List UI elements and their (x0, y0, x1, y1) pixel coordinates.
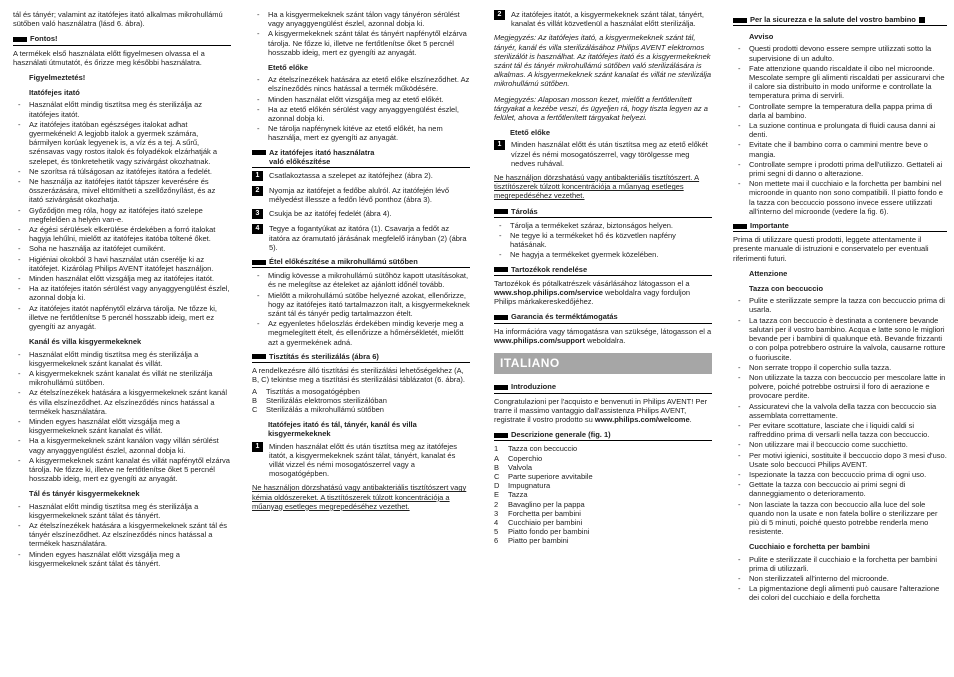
tazza-list (733, 296, 947, 536)
list-item: - Ne tárolja napfénynek kitéve az etető előkét, ha nem használja, mert ez gyengíti az anyagát. (252, 124, 470, 142)
list-item: - Ne használja az itatófejes itatót tápszer keverésére és összerázására, mivel eltömítheti a szellőzőnyílást, és az itató szivárgását okozhatja. (13, 177, 231, 205)
desc-list (494, 444, 712, 545)
section-header-garancia: Garancia és terméktámogatás (494, 312, 712, 323)
list-item-key: 4 (494, 517, 499, 527)
list-item-text: Forchetta per bambini (508, 508, 581, 518)
list-item: - Használat előtt mindig tisztítsa meg és sterilizálja az itatófejes itatót. (13, 100, 231, 118)
list-item: - Evitate che il bambino corra o cammini mentre beve o mangia. (733, 140, 947, 158)
step-number: 3 (252, 209, 263, 219)
eteto-step-1: 1 Minden használat előtt és után tisztítsa meg az etető előkét vízzel és némi mosogatószerrel, vagy törölgesse meg nedves ruhával. (494, 140, 712, 168)
intro-text: Congratulazioni per l'acquisto e benvenuti in Philips AVENT! Per trarre il massimo vantaggio dall'assistenza Philips AVENT, registrate il vostro prodotto su www.philips.com/welcome. (494, 396, 708, 424)
list-item: - Non mettete mai il cucchiaio e la forchetta per bambini nel microonde in quanto non sono compatibili. Il piatto fondo e la tazza con beccuccio possono invece essere utilizzati all'interno del microonde (vedere la fig. 6). (733, 179, 947, 216)
steril-options (252, 387, 470, 415)
intro-paragraph: tál és tányér; valamint az itatófejes itató alkalmas mikrohullámú sütőben való használatra (lásd 6. ábra). (13, 10, 223, 29)
header-marker (494, 267, 508, 272)
list-item: - A kisgyermekeknek szánt kanalat és villát napfénytől elzárva tárolja. Ne főzze ki, illetve ne fertőtlenítse őket 5 percnél hosszabb ideig, mert ez gyengíti az anyagát. (13, 456, 231, 484)
list-item: - Ne tegye ki a termékeket hő és közvetlen napfény hatásának. (494, 231, 712, 249)
step-text: Nyomja az itatófejet a fedőbe alulról. Az itatófején lévő mélyedést illessze a fedőn lévő ponthoz (ábra 3). (269, 186, 450, 205)
list-item: - Az egyenletes hőeloszlás érdekében mindig keverje meg a megmelegített ételt, és ellenőrizze a hőmérsékletét, mielőtt azt a gyermekének adná. (252, 319, 470, 347)
clean-step-1: 1 Minden használat előtt és után tisztítsa meg az itatófejes itatót, a kisgyermekeknek szánt tálat, tányért, kanalat és villát vizzel és némi mosogatószerrel vagy a mosogatógépben. (252, 442, 470, 479)
section-header-micro: Étel előkészítése a mikrohullámú sütőben (252, 257, 470, 268)
list-item-text: Bavaglino per la pappa (508, 499, 585, 509)
eteto-warning: Ne használjon dörzshatású vagy antibakteriális tisztítószert. A tisztítószerek túlzott koncentrációja a műanyag esetleges megrepedéséhez vezethet. (494, 173, 700, 201)
list-item: - Higiéniai okokból 3 havi használat után cserélje ki az itatófejet. Kizárólag Philips AVENT itatófejet használjon. (13, 255, 231, 273)
header-marker (733, 18, 747, 23)
tal-list-continued (252, 10, 470, 57)
list-item (494, 454, 712, 463)
support-link[interactable]: www.philips.com/support (494, 335, 585, 345)
note-2: Megjegyzés: Alaposan mosson kezet, mielőtt a fertőtlenített tárgyakat a kezébe veszi, és ügyeljen rá, hogy tiszta legyen az a felület, ahova a fertőtlenített tárgyakat helyezi. (494, 94, 708, 123)
list-item: - Ha a kisgyermekeknek szánt kanálon vagy villán sérülést vagy anyaggyengülést észlel, azonnal dobja ki. (13, 436, 231, 454)
list-item: - Az itatófejes itatóban egészséges italokat adhat gyermekének! A legjobb italok a gyermek számára, bármilyen korúak legyenek is, a víz és a tej. A sűrű, szénsavas vagy rostos italok és folyadékok elzárhatják a szelepet, és tönkretehetik vagy szivárgást okozhatnak. (13, 120, 231, 166)
section-header-importante: Importante (733, 221, 947, 232)
list-item: - Ha az etető előkén sérülést vagy anyaggyengülést észlel, azonnal dobja ki. (252, 105, 470, 123)
step-number: 4 (252, 224, 263, 234)
list-item (252, 396, 470, 405)
itato-list (13, 100, 231, 331)
list-item: - Fate attenzione quando riscaldate il cibo nel microonde. Mescolate sempre gli alimenti riscaldati per assicurarvi che il calore sia distribuito in modo uniforme e controllate la temperatura prima di servirli. (733, 64, 947, 101)
column-4 (733, 10, 947, 607)
prep-step (252, 209, 470, 219)
list-item-key: B (494, 462, 500, 472)
list-item: - Ispezionate la tazza con beccuccio prima di ogni uso. (733, 470, 947, 479)
list-item: - Non sterilizzateli all'interno del microonde. (733, 574, 947, 583)
list-item: - Controllate sempre la temperatura della pappa prima di darla al bambino. (733, 102, 947, 120)
list-item (494, 518, 712, 527)
list-item: - La suzione continua e prolungata di fluidi causa danni ai denti. (733, 121, 947, 139)
header-end-marker (919, 17, 925, 23)
subheader-itato: Itatófejes itató (29, 88, 80, 98)
section-header-sicurezza: Per la sicurezza e la salute del vostro bambino (733, 15, 947, 26)
header-marker (252, 150, 266, 155)
list-item (494, 444, 712, 453)
section-header-intro: Introduzione (494, 382, 712, 393)
subheader-figyelmeztetes: Figyelmeztetés! (29, 73, 86, 83)
note-1: Megjegyzés: Az itatófejes itató, a kisgyermekeknek szánt tál, tányér, kanál és villa sterilizálásához Philips AVENT elektromos sterilizálót is használhat. Az itatófejes itató és a kisgyermekeknek szánt tál és tányér mikrohullámú sütőben való sterilizálására is alkalmas. A kisgyermekeknek szánt kanalat és villát ne sterilizálja mikrohullámú sütőben. (494, 33, 712, 89)
list-item-text: Coperchio (508, 453, 543, 463)
list-item: - La tazza con beccuccio è destinata a contenere bevande salutari per il vostro bambino. Acqua e latte sono le migliori bevande per i bambini di qualunque età. Bevande frizzanti o con polpa potrebbero ostruire la valvola, causarne rotture o fuoriuscite. (733, 316, 947, 362)
fontos-text: A termékek első használata előtt figyelmesen olvassa el a használati útmutatót, és őrizze meg későbbi használatra. (13, 48, 205, 67)
list-item: - Ne szorítsa rá túlságosan az itatófejes itatóra a fedelét. (13, 167, 231, 176)
list-item: - Per evitare scottature, lasciate che i liquidi caldi si raffreddino prima di versarli nella tazza con beccuccio. (733, 421, 947, 439)
language-banner: ITALIANO (494, 353, 712, 374)
welcome-link[interactable]: www.philips.com/welcome (594, 414, 690, 424)
list-item: - Non serrate troppo il coperchio sulla tazza. (733, 363, 947, 372)
list-item: - A kisgyermekeknek szánt tálat és tányért napfénytől elzárva tárolja. Ne főzze ki, illetve ne fertőtlenítse őket 5 percnél hosszabb ideig, mert ez gyengíti az anyagát. (252, 29, 470, 57)
list-item-key: D (494, 481, 500, 491)
list-item: - Mielőtt a mikrohullámú sütőbe helyezné azokat, ellenőrizze, hogy az itatófejes itató tartalmazzon italt, a kisgyermekeknek szánt tál és tányér pedig tartalmazzon ételt. (252, 291, 470, 319)
list-item: - Használat előtt mindig tisztítsa meg és sterilizálja a kisgyermekeknek szánt kanalat és villát. (13, 350, 231, 368)
list-item (494, 500, 712, 509)
list-item (494, 536, 712, 545)
header-marker (733, 224, 747, 229)
list-item: - Az ételszínezékek hatására a kisgyermekeknek szánt tál és tányér elszíneződhet. Az elszíneződés nincs hatással a termékek használatára. (13, 521, 231, 549)
column-1 (13, 10, 231, 572)
list-item: - Non utilizzate la tazza con beccuccio per mescolare latte in polvere, poiché potrebbe ostruirsi il foro di aerazione e provocare perdite. (733, 373, 947, 401)
list-item: - Tárolja a termékeket száraz, biztonságos helyen. (494, 221, 712, 230)
step-number: 1 (252, 171, 263, 181)
subheader-cucchiaio: Cucchiaio e forchetta per bambini (749, 542, 870, 552)
tartozek-text: Tartozékok és pótalkatrészek vásárlásához látogasson el a www.shop.philips.com/service weboldalra vagy forduljon Philips márkakereskedőjéhez. (494, 278, 691, 307)
column-3 (494, 10, 712, 550)
list-item: - Gettate la tazza con beccuccio ai primi segni di danneggiamento o deterioramento. (733, 480, 947, 498)
list-item-key: 1 (494, 444, 499, 454)
list-item-text: Piatto per bambini (508, 536, 569, 546)
steril-text: A rendelkezésre álló tisztítási és sterilizálási lehetőségekhez (A, B, C) tekintse meg a tisztítási és sterilizálási táblázatot (6. ábra). (252, 366, 465, 385)
list-item: - Controllate sempre i prodotti prima dell'utilizzo. Gettateli ai primi segni di danno o alterazione. (733, 160, 947, 178)
list-item: - Használat előtt mindig tisztítsa meg és sterilizálja a kisgyermekeknek szánt tálat és tányért. (13, 502, 231, 520)
list-item: - Az ételszínezékek hatására az etető előke elszíneződhet. Az elszíneződés nincs hatással a termék működésére. (252, 75, 470, 93)
list-item: - Per motivi igienici, sostituite il beccuccio dopo 3 mesi d'uso. Usate solo beccucci Philips AVENT. (733, 451, 947, 469)
cucchiaio-list (733, 555, 947, 603)
tal-list (13, 502, 231, 568)
list-item-text: Tisztítás a mosogatógépben (266, 386, 360, 396)
header-marker (494, 209, 508, 214)
subheader-kanal: Kanál és villa kisgyermekeknek (29, 337, 142, 347)
list-item-text: Tazza (508, 490, 528, 500)
section-header-steril: Tisztítás és sterilizálás (ábra 6) (252, 352, 470, 363)
step-number: 2 (252, 186, 263, 196)
list-item: - Pulite e sterilizzate sempre la tazza con beccuccio prima di usarla. (733, 296, 947, 314)
list-item-key: 5 (494, 527, 499, 537)
list-item-key: 3 (494, 508, 499, 518)
list-item-key: 6 (494, 536, 499, 546)
list-item (494, 490, 712, 499)
list-item (494, 527, 712, 536)
kanal-list (13, 350, 231, 484)
importante-text: Prima di utilizzare questi prodotti, leggete attentamente il presente manuale di istruzioni e conservatelo per eventuali riferimenti futuri. (733, 235, 929, 263)
clean-step-2: 2 Az itatófejes itatót, a kisgyermekeknek szánt tálat, tányért, kanalat és villát közvetlenül a használat előtt sterilizálja. (494, 10, 712, 28)
section-header-prep: Az itatófejes itató használatra való előkészítése (252, 148, 470, 168)
subheader-clean: Itatófejes itató és tál, tányér, kanál és villa kisgyermekeknek (268, 420, 417, 439)
list-item: - Non utilizzare mai il beccuccio come succhietto. (733, 440, 947, 449)
header-marker (494, 315, 508, 320)
list-item-key: C (252, 404, 258, 414)
subheader-tazza: Tazza con beccuccio (749, 284, 824, 294)
list-item: - Soha ne használja az itatófejet cumiként. (13, 244, 231, 253)
subheader-tal: Tál és tányér kisgyermekeknek (29, 489, 140, 499)
list-item: - Ne hagyja a termékeket gyermek közelében. (494, 250, 712, 259)
list-item: - Assicuratevi che la valvola della tazza con beccuccio sia assemblata correttamente. (733, 402, 947, 420)
list-item: - Minden egyes használat előtt vizsgálja meg a kisgyermekeknek szánt kanalat és villát. (13, 417, 231, 435)
subheader-avviso: Avviso (749, 32, 774, 42)
header-marker (13, 37, 27, 42)
header-marker (494, 385, 508, 390)
section-header-fontos: Fontos! (13, 34, 231, 45)
prep-steps (252, 171, 470, 252)
subheader-eteto: Etető előke (268, 63, 309, 73)
list-item: - Ha a kisgyermekeknek szánt tálon vagy tányéron sérülést vagy anyaggyengülést észlel, azonnal dobja ki. (252, 10, 470, 28)
micro-list (252, 271, 470, 347)
list-item (494, 509, 712, 518)
list-item-key: A (494, 453, 500, 463)
list-item: - Az ételszínezékek hatására a kisgyermekeknek szánt kanál és villa elszíneződhet. Az elszíneződés nincs hatással a termékek használatára. (13, 388, 231, 416)
list-item-key: A (252, 386, 258, 396)
section-header-desc: Descrizione generale (fig. 1) (494, 430, 712, 441)
step-text: Csatlakoztassa a szelepet az itatófejhez (ábra 2). (269, 171, 433, 181)
list-item-text: Piatto fondo per bambini (508, 527, 590, 537)
list-item: - A kisgyermekeknek szánt kanalat és villát ne sterilizálja mikrohullámú sütőben. (13, 369, 231, 387)
header-marker (494, 433, 508, 438)
shop-link[interactable]: www.shop.philips.com/service (494, 288, 603, 298)
list-item: - Questi prodotti devono essere sempre utilizzati sotto la supervisione di un adulto. (733, 44, 947, 62)
list-item-key: B (252, 395, 258, 405)
clean-warning: Ne használjon dörzshatású vagy antibakteriális tisztítószert vagy kémia oldószereket. A tisztítószerek túlzott koncentrációja a műanyag esetleges megrepedéséhez vezethet. (252, 483, 467, 511)
list-item: - Győződjön meg róla, hogy az itatófejes itató szelepe megfelelően a helyén van-e. (13, 206, 231, 224)
list-item: - Pulite e sterilizzate il cucchiaio e la forchetta per bambini prima di utilizzarli. (733, 555, 947, 573)
list-item-text: Valvola (508, 462, 533, 472)
list-item: - Minden használat előtt vizsgálja meg az etető előkét. (252, 95, 470, 104)
list-item-key: E (494, 490, 500, 500)
list-item (494, 463, 712, 472)
list-item: - Az égési sérülések elkerülése érdekében a forró italokat hagyja lehűlni, mielőtt az itatófejes itatóba töltené őket. (13, 225, 231, 243)
step-text: Tegye a fogantyúkat az itatóra (1). Csavarja a fedőt az itatóra az óramutató járásának megfelelő irányban (2) (ábra 5). (269, 224, 467, 252)
list-item (494, 472, 712, 481)
list-item (252, 387, 470, 396)
subheader-eteto-clean: Etető előke (510, 128, 551, 138)
step-text: Csukja be az itatófej fedelét (ábra 4). (269, 209, 392, 219)
list-item-key: C (494, 471, 500, 481)
list-item-text: Impugnatura (508, 481, 551, 491)
garancia-text: Ha információra vagy támogatásra van szüksége, látogasson el a www.philips.com/support weboldalra. (494, 326, 712, 345)
list-item: - Az itatófejes itatót napfénytől elzárva tárolja. Ne tőzze ki, illetve ne fertőtlenítse 5 percnél hosszabb ideig, mert ez gyengíti az anyagát. (13, 304, 231, 332)
list-item (494, 481, 712, 490)
avviso-list (733, 44, 947, 216)
subheader-attenzione: Attenzione (749, 268, 788, 278)
list-item-text: Cucchiaio per bambini (508, 517, 583, 527)
section-header-tartozek: Tartozékok rendelése (494, 265, 712, 276)
header-marker (252, 260, 266, 265)
list-item (252, 405, 470, 414)
header-marker (252, 354, 266, 359)
column-2 (252, 10, 470, 517)
list-item: - Non lasciate la tazza con beccuccio alla luce del sole quando non la usate e non fatela bollire o sterilizzare per più di 5 minuti, poiché questo potrebbe renderla meno resistente. (733, 500, 947, 537)
list-item-key: 2 (494, 499, 499, 509)
list-item: - Mindig kövesse a mikrohullámú sütőhöz kapott utasításokat, és ne melegítse az ételeket az ajánlott időnél tovább. (252, 271, 470, 289)
list-item-text: Parte superiore avvitabile (508, 471, 593, 481)
tarolas-list (494, 221, 712, 260)
eteto-list (252, 75, 470, 142)
list-item: - Minden használat előtt vizsgálja meg az itatófejes itatót. (13, 274, 231, 283)
prep-step (252, 171, 470, 181)
list-item: - Minden egyes használat előtt vizsgálja meg a kisgyermekeknek szánt tálat és tányért. (13, 550, 231, 568)
list-item-text: Sterilizálás elektromos sterilizálóban (266, 395, 387, 405)
list-item: - Ha az itatófejes itatón sérülést vagy anyaggyengülést észlel, azonnal dobja ki. (13, 284, 231, 302)
prep-step (252, 224, 470, 252)
list-item-text: Sterilizálás a mikrohullámú sütőben (266, 404, 384, 414)
list-item-text: Tazza con beccuccio (508, 444, 578, 454)
prep-step (252, 186, 470, 204)
section-header-tarolas: Tárolás (494, 207, 712, 218)
list-item: - La pigmentazione degli alimenti può causare l'alterazione dei colori del cucchiaio e della forchetta (733, 584, 947, 602)
